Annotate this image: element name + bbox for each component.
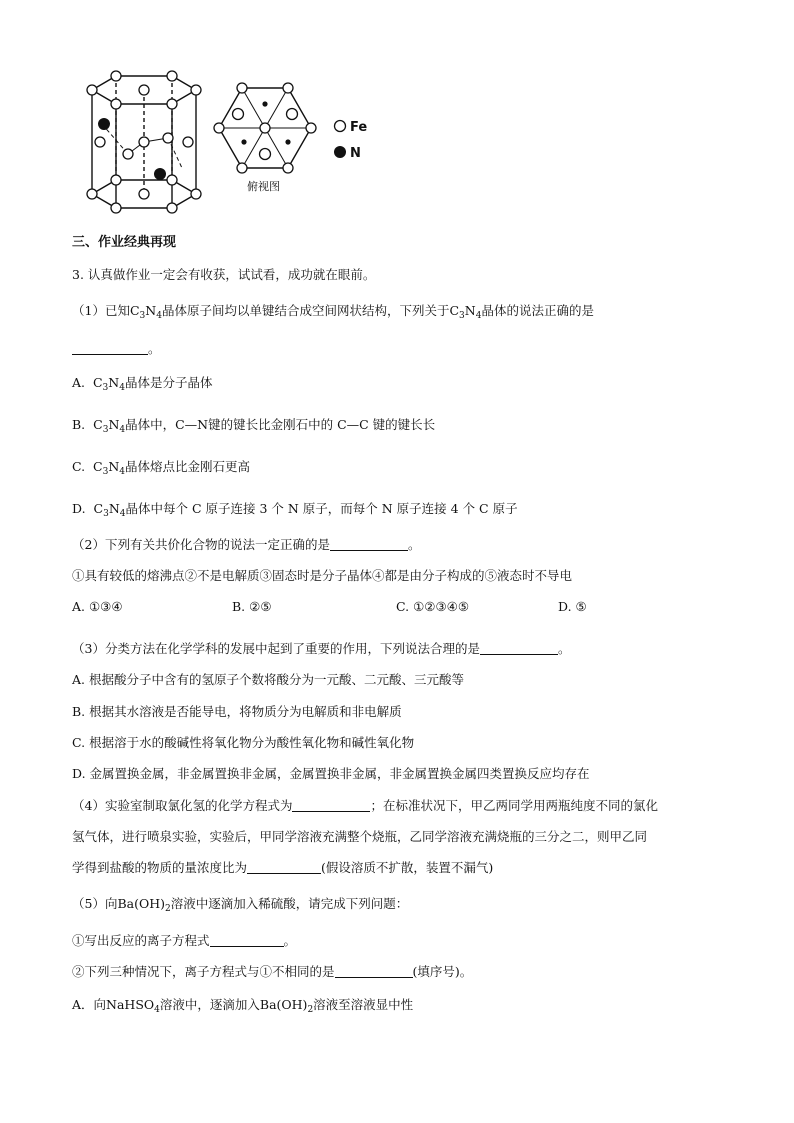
part4-line2: 氢气体，进行喷泉实验，实验后，甲同学溶液充满整个烧瓶，乙同学溶液充满烧瓶的三分之二，则甲乙同 bbox=[72, 829, 648, 844]
question-intro: 3. 认真做作业一定会有收获，试试看，成功就在眼前。 bbox=[72, 267, 376, 282]
answer-blank[interactable] bbox=[72, 341, 148, 355]
part4-line1: （4）实验室制取氯化氢的化学方程式为 ；在标准状况下，甲乙两同学用两瓶纯度不同的氯化 bbox=[72, 798, 658, 813]
legend-fe-label: Fe bbox=[350, 120, 368, 135]
crystal-structure-figure bbox=[72, 68, 402, 218]
fe-atoms bbox=[87, 71, 201, 213]
part3-option-a: A. 根据酸分子中含有的氢原子个数将酸分为一元酸、二元酸、三元酸等 bbox=[72, 672, 464, 687]
top-view-caption: 俯视图 bbox=[247, 180, 280, 193]
part2-stem: （2）下列有关共价化合物的说法一定正确的是 。 bbox=[72, 537, 421, 552]
answer-blank[interactable] bbox=[210, 933, 284, 947]
part5-q1: ①写出反应的离子方程式 。 bbox=[72, 933, 297, 948]
part3-option-c: C. 根据溶于水的酸碱性将氧化物分为酸性氧化物和碱性氧化物 bbox=[72, 735, 415, 750]
part1-answer-line: 。 bbox=[72, 340, 161, 358]
baoh2-formula: $Ba(OH)_2$ bbox=[259, 997, 314, 1015]
part1-option-d: D. $C_3N_4$晶体中每个 C 原子连接 3 个 N 原子，而每个 N 原子连接 4 个 C 原子 bbox=[72, 501, 518, 519]
answer-blank[interactable] bbox=[330, 537, 408, 551]
part1-option-b: B. $C_3N_4$晶体中，C—N键的键长比金刚石中的 C—C 键的键长长 bbox=[72, 417, 436, 435]
answer-blank[interactable] bbox=[292, 798, 370, 812]
answer-blank[interactable] bbox=[247, 860, 321, 874]
part3-option-d: D. 金属置换金属，非金属置换非金属，金属置换非金属，非金属置换金属四类置换反应均存在 bbox=[72, 766, 590, 781]
part5-option-a: A．向NaHSO$_4$溶液中，逐滴加入$Ba(OH)_2$溶液至溶液显中性 bbox=[72, 997, 414, 1015]
part3-stem: （3）分类方法在化学学科的发展中起到了重要的作用，下列说法合理的是 。 bbox=[72, 641, 571, 656]
part2-option-b: B. ②⑤ bbox=[232, 599, 272, 614]
part1-option-a: A. $C_3N_4$晶体是分子晶体 bbox=[72, 375, 213, 393]
n-atoms bbox=[98, 118, 166, 180]
part2-option-a: A. ①③④ bbox=[72, 599, 123, 614]
part2-option-c: C. ①②③④⑤ bbox=[396, 599, 470, 614]
baoh2-formula: $Ba(OH)_2$ bbox=[117, 896, 171, 914]
nahso4-formula: NaHSO$_4$ bbox=[106, 997, 160, 1015]
legend-n-label: N bbox=[350, 146, 361, 161]
section-title: 三、作业经典再现 bbox=[72, 235, 177, 250]
part3-option-b: B. 根据其水溶液是否能导电，将物质分为电解质和非电解质 bbox=[72, 704, 402, 719]
part4-line3: 学得到盐酸的物质的量浓度比为 (假设溶质不扩散，装置不漏气) bbox=[72, 860, 494, 875]
legend-fe-symbol bbox=[335, 121, 346, 132]
legend-n-symbol bbox=[334, 146, 346, 158]
answer-blank[interactable] bbox=[480, 641, 558, 655]
part2-option-d: D. ⑤ bbox=[558, 599, 587, 614]
legend bbox=[334, 120, 367, 161]
part2-statements: ①具有较低的熔沸点②不是电解质③固态时是分子晶体④都是由分子构成的⑤液态时不导电 bbox=[72, 568, 573, 583]
part1-option-c: C. $C_3N_4$晶体熔点比金刚石更高 bbox=[72, 459, 251, 477]
part5-q2: ②下列三种情况下，离子方程式与①不相同的是 (填序号)。 bbox=[72, 964, 473, 979]
answer-blank[interactable] bbox=[335, 964, 413, 978]
c3n4-formula: $C_3N_4$ bbox=[449, 303, 482, 321]
c3n4-formula: $C_3N_4$ bbox=[129, 303, 162, 321]
part5-stem: （5）向$Ba(OH)_2$溶液中逐滴加入稀硫酸，请完成下列问题： bbox=[72, 896, 409, 914]
part1-stem: （1）已知$C_3N_4$晶体原子间均以单键结合成空间网状结构，下列关于$C_3N_4$晶体的说法正确的是 bbox=[72, 303, 594, 321]
